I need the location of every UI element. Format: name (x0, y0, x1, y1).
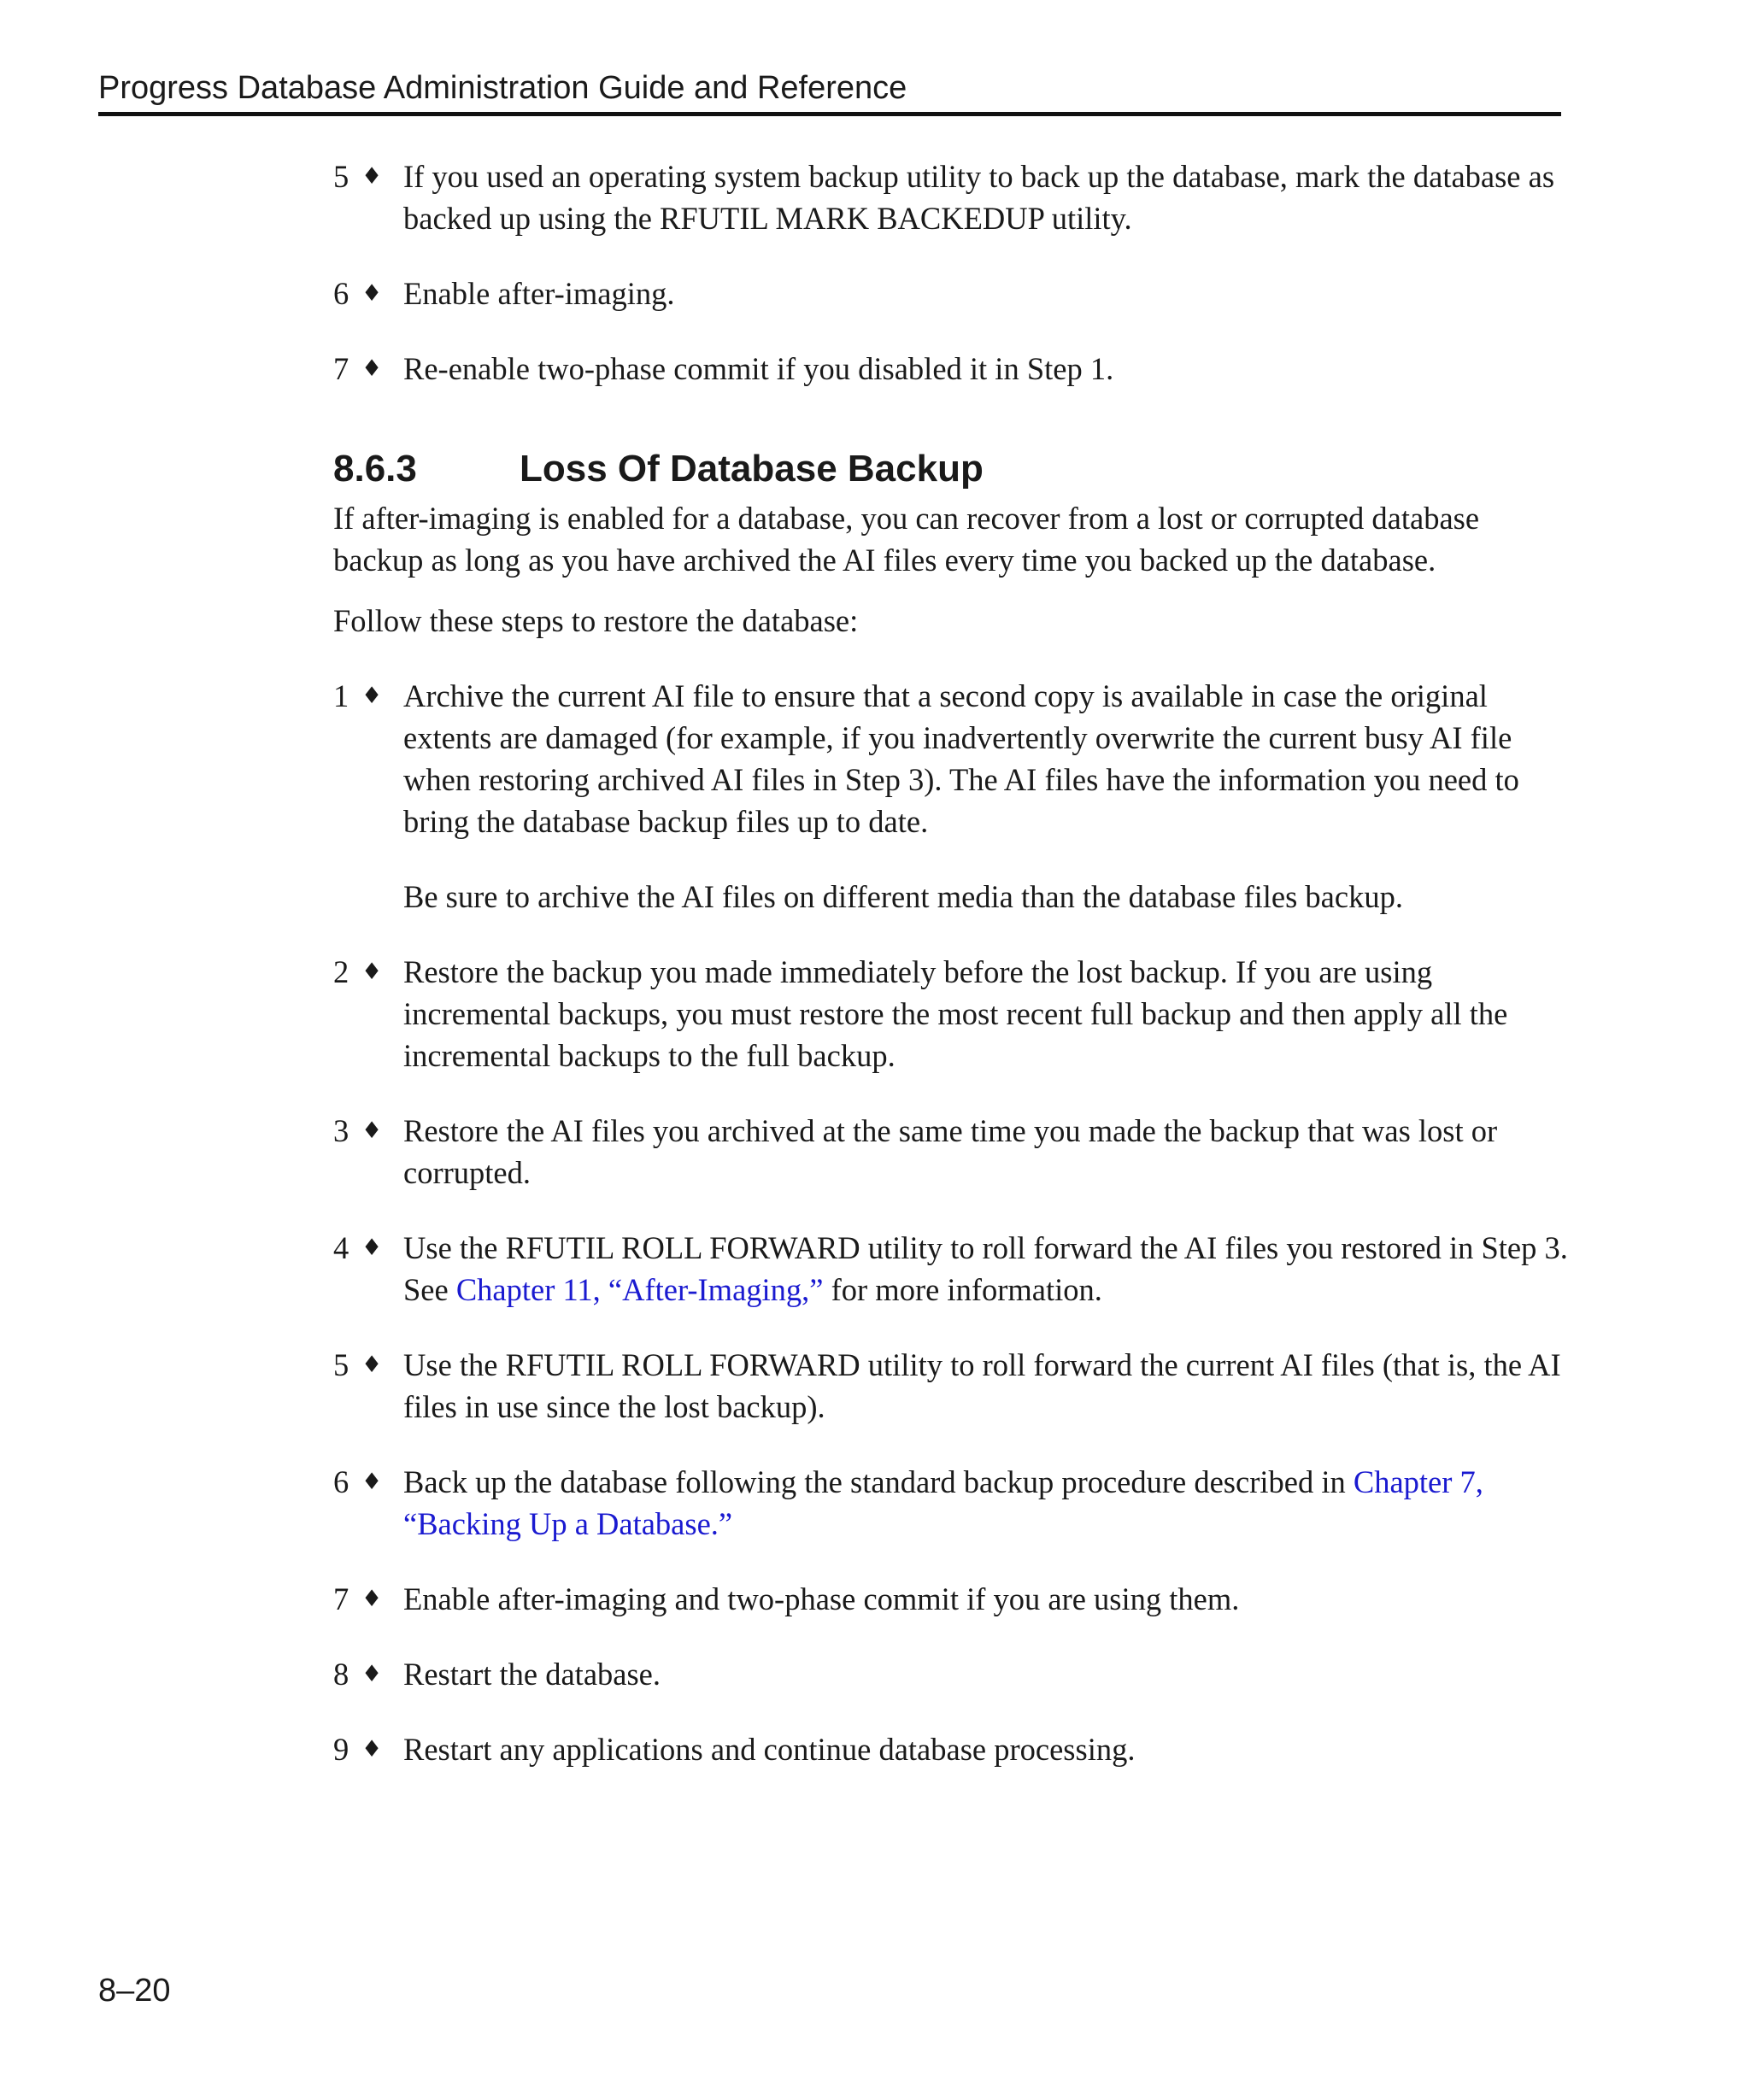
diamond-bullet-icon: ♦ (361, 1469, 383, 1495)
diamond-bullet-icon: ♦ (361, 1235, 383, 1261)
continued-step-5 (333, 155, 1572, 239)
restore-step-2 (333, 951, 1572, 1076)
step-number: 5 (333, 1347, 349, 1382)
step-note: Be sure to archive the AI files on different media than the database files backup. (403, 879, 1403, 914)
restore-step-5 (333, 1344, 1572, 1428)
step-text: If you used an operating system backup utility to back up the database, mark the database as backed up using the RFUTIL MARK BACKEDUP utility. (403, 159, 1555, 236)
step-text: Enable after-imaging. (403, 276, 675, 311)
restore-step-4 (333, 1227, 1572, 1311)
page-content (333, 155, 1572, 1804)
chapter-11-link[interactable]: Chapter 11, “After-Imaging,” (455, 1272, 824, 1307)
diamond-bullet-icon: ♦ (361, 280, 383, 307)
step-number: 6 (333, 1464, 349, 1499)
restore-step-9 (333, 1728, 1572, 1770)
restore-step-8 (333, 1653, 1572, 1695)
diamond-bullet-icon: ♦ (361, 1117, 383, 1144)
step-text: Restore the AI files you archived at the same time you made the backup that was lost or corrupted. (403, 1113, 1498, 1190)
step-text-before-link: Use the RFUTIL ROLL FORWARD utility to roll forward the AI files you restored in Step 3. See (403, 1230, 1568, 1307)
step-text-before-link: Back up the database following the standard backup procedure described in (403, 1464, 1354, 1499)
step-text: Restart the database. (403, 1657, 661, 1692)
step-number: 1 (333, 678, 349, 713)
continued-step-7 (333, 348, 1572, 390)
page-number: 8–20 (98, 1973, 171, 2009)
diamond-bullet-icon: ♦ (361, 1661, 383, 1687)
section-heading (333, 444, 1572, 494)
diamond-bullet-icon: ♦ (361, 1736, 383, 1763)
diamond-bullet-icon: ♦ (361, 683, 383, 709)
step-number: 4 (333, 1230, 349, 1265)
step-text: Re-enable two-phase commit if you disabled it in Step 1. (403, 351, 1114, 386)
step-number: 6 (333, 276, 349, 311)
step-text: Restart any applications and continue database processing. (403, 1732, 1136, 1767)
section-intro: If after-imaging is enabled for a database, you can recover from a lost or corrupted database backup as long as you have archived the AI files every time you backed up the database. (333, 501, 1480, 578)
step-text-after-link: for more information. (823, 1272, 1102, 1307)
step-text: Restore the backup you made immediately before the lost backup. If you are using incremental backups, you must restore the most recent full backup and then apply all the incremental backups to the full backup. (403, 954, 1508, 1073)
header-rule (98, 112, 1561, 116)
step-text: Use the RFUTIL ROLL FORWARD utility to roll forward the current AI files (that is, the AI files in use since the lost backup). (403, 1347, 1561, 1424)
step-text (403, 1461, 1572, 1545)
diamond-bullet-icon: ♦ (361, 355, 383, 382)
step-number: 7 (333, 351, 349, 386)
section-number: 8.6.3 (333, 448, 417, 490)
step-number: 2 (333, 954, 349, 989)
restore-step-7 (333, 1578, 1572, 1620)
running-header: Progress Database Administration Guide and Reference (98, 70, 907, 106)
diamond-bullet-icon: ♦ (361, 163, 383, 190)
chapter-7-link[interactable]: Chapter 7, “Backing Up a Database.” (403, 1464, 1483, 1541)
step-number: 9 (333, 1732, 349, 1767)
step-number: 5 (333, 159, 349, 194)
section-lead-in: Follow these steps to restore the database: (333, 603, 859, 638)
diamond-bullet-icon: ♦ (361, 1352, 383, 1378)
step-number: 3 (333, 1113, 349, 1148)
step-number: 7 (333, 1581, 349, 1616)
step-text: Enable after-imaging and two-phase commit if you are using them. (403, 1581, 1240, 1616)
step-text (403, 1227, 1572, 1311)
continued-step-6 (333, 273, 1572, 314)
diamond-bullet-icon: ♦ (361, 959, 383, 985)
restore-step-6 (333, 1461, 1572, 1545)
restore-step-1 (333, 675, 1572, 918)
section-title: Loss Of Database Backup (520, 448, 984, 490)
step-text: Archive the current AI file to ensure that a second copy is available in case the original extents are damaged (for example, if you inadvertently overwrite the current busy AI file when restoring archived AI files in Step 3). The AI files have the information you need to bring the database backup files up to date. (403, 678, 1519, 839)
step-number: 8 (333, 1657, 349, 1692)
restore-step-3 (333, 1110, 1572, 1194)
diamond-bullet-icon: ♦ (361, 1586, 383, 1612)
